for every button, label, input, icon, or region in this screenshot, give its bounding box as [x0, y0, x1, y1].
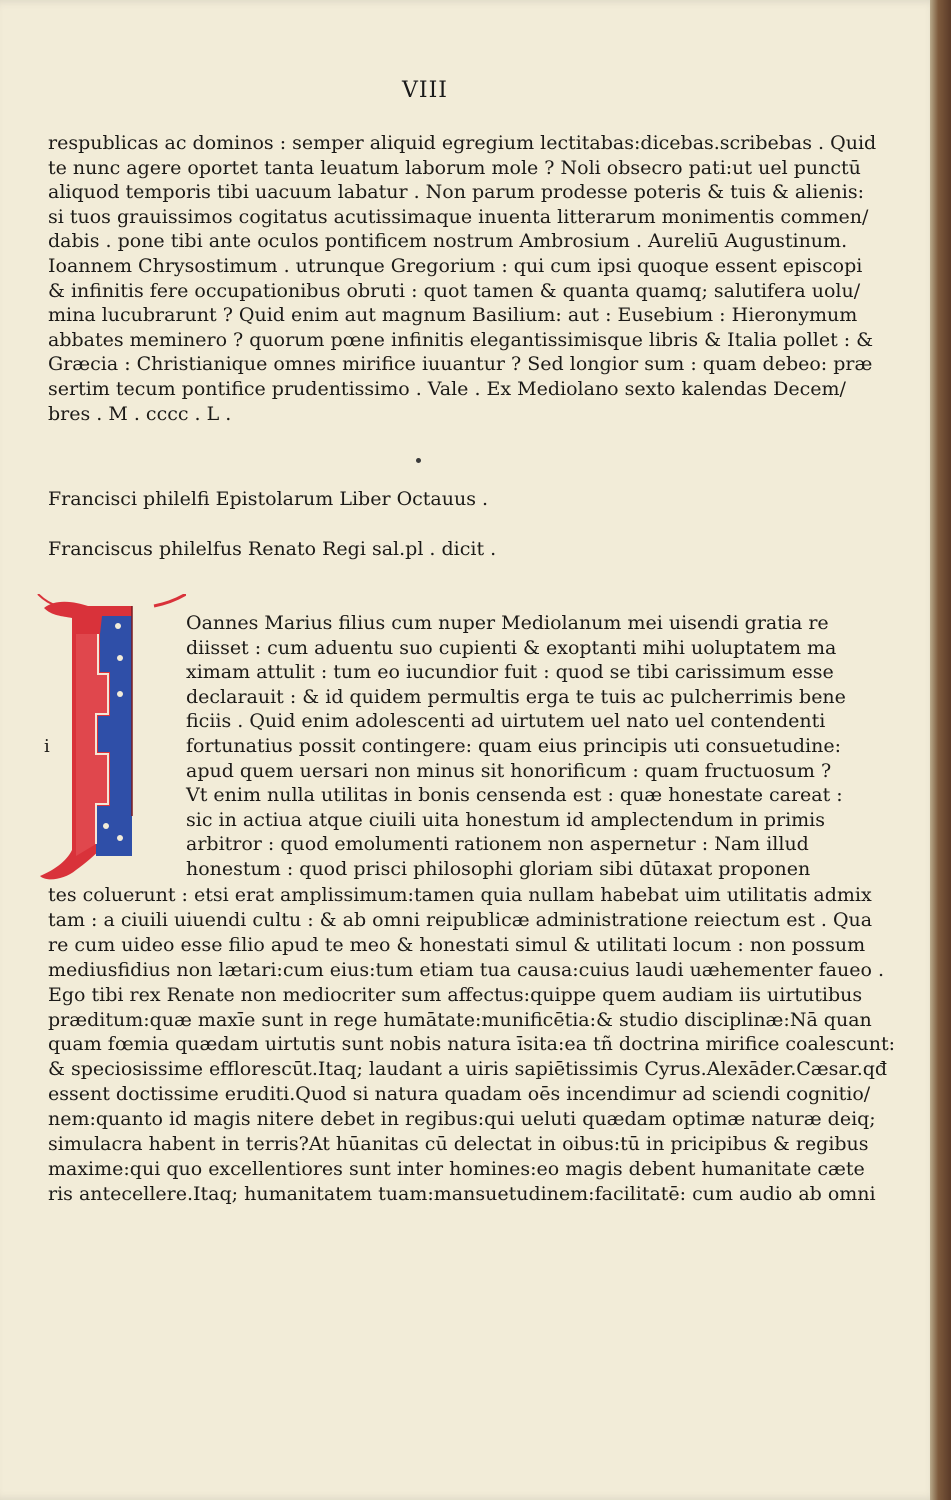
- text-line: dabis . pone tibi ante oculos pontificem nostrum Ambrosium . Aureliū Augustinum.: [48, 230, 848, 253]
- text-line: & infinitis fere occupationibus obruti : quot tamen & quanta quamq; salutifera uolu/: [48, 279, 861, 302]
- text-line: si tuos grauissimos cogitatus acutissimaque inuenta litterarum monimentis commen/: [48, 205, 869, 228]
- text-line: Græcia : Christianique omnes mirifice iuuantur ? Sed longior sum : quam debeo: præ: [48, 353, 873, 376]
- folio-number: VIII: [402, 78, 448, 103]
- text-line: bres . M . cccc . L .: [48, 402, 232, 425]
- text-line: sic in actiua atque ciuili uita honestum id amplectendum in primis: [186, 808, 826, 831]
- text-line: diisset : cum aduentu suo cupienti & exoptanti mihi uoluptatem ma: [186, 636, 837, 659]
- text-line: simulacra habent in terris?At hūanitas cū delectat in oibus:tū in pricipibus & regibus: [48, 1133, 869, 1155]
- salutation: Franciscus philelfus Renato Regi sal.pl . dicit .: [48, 538, 497, 560]
- margin-mark: i: [44, 736, 50, 757]
- text-line: fortunatius possit contingere: quam eius principis uti consuetudine:: [186, 735, 841, 757]
- text-line: essent doctissime eruditi.Quod si natura quadam oēs incendimur ad sciendi cognitio/: [48, 1083, 871, 1106]
- text-line: tes coluerunt : etsi erat amplissimum:tamen quia nullam habebat uim utilitatis admix: [48, 884, 872, 906]
- ornament-dot: [416, 458, 421, 463]
- illuminated-initial-i: [36, 594, 186, 884]
- text-line: ris antecellere.Itaq; humanitatem tuam:mansuetudinem:facilitatē: cum audio ab omni: [48, 1182, 876, 1205]
- text-line: & speciosissime efflorescūt.Itaq; laudant a uiris sapiētissimis Cyrus.Alexāder.Cæsar.qđ: [48, 1058, 888, 1081]
- text-line: nem:quanto id magis nitere debet in regibus:qui ueluti quædam optimæ naturæ deiq;: [48, 1108, 876, 1131]
- text-line: ximam attulit : tum eo iucundior fuit : quod se tibi carissimum esse: [186, 661, 834, 684]
- text-line: arbitror : quod emolumenti rationem non aspernetur : Nam illud: [186, 833, 809, 856]
- text-line: quam fœmia quædam uirtutis sunt nobis natura īsita:ea tñ doctrina mirifice coalescunt:: [48, 1033, 896, 1056]
- text-line: te nunc agere oportet tanta leuatum laborum mole ? Noli obsecro pati:ut uel punctū: [48, 156, 861, 179]
- text-line: re cum uideo esse filio apud te meo & honestati simul & utilitati locum : non possum: [48, 933, 866, 956]
- text-line: apud quem uersari non minus sit honorificum : quam fructuosum ?: [186, 759, 832, 782]
- text-line: abbates meminero ? quorum pœne infinitis elegantissimisque libris & Italia pollet : &: [48, 328, 874, 351]
- text-line: sertim tecum pontifice prudentissimo . Vale . Ex Mediolano sexto kalendas Decem/: [48, 378, 846, 400]
- text-line: præditum:quæ maxīe sunt in rege humātate:munificētia:& studio disciplinæ:Nā quan: [48, 1008, 872, 1031]
- text-line: Vt enim nulla utilitas in bonis censenda est : quæ honestate careat :: [186, 784, 843, 807]
- page-edge: [930, 0, 951, 1500]
- text-line: maxime:qui quo excellentiores sunt inter homines:eo magis debent humanitate cæte: [48, 1157, 865, 1180]
- text-line: mediusfidius non lætari:cum eius:tum etiam tua causa:cuius laudi uæhementer faueo .: [48, 958, 885, 981]
- text-line: declarauit : & id quidem permultis erga te tuis ac pulcherrimis bene: [186, 685, 846, 708]
- text-line: mina lucubrarunt ? Quid enim aut magnum Basilium: aut : Eusebium : Hieronymum: [48, 304, 858, 327]
- text-line: honestum : quod prisci philosophi gloriam sibi dūtaxat proponen: [186, 858, 811, 880]
- text-line: respublicas ac dominos : semper aliquid egregium lectitabas:dicebas.scribebas . Quid: [48, 132, 877, 154]
- text-line: tam : a ciuili uiuendi cultu : & ab omni reipublicæ administratione reiectum est . Qua: [48, 908, 873, 931]
- text-line: Ioannem Chrysostimum . utrunque Gregorium : qui cum ipsi quoque essent episcopi: [48, 255, 863, 277]
- book-title: Francisci philelfi Epistolarum Liber Octauus .: [48, 488, 489, 510]
- text-line: Oannes Marius filius cum nuper Mediolanum mei uisendi gratia re: [186, 612, 829, 634]
- text-line: ficiis . Quid enim adolescenti ad uirtutem uel nato uel contendenti: [186, 710, 826, 733]
- text-line: Ego tibi rex Renate non mediocriter sum affectus:quippe quem audiam iis uirtutibus: [48, 983, 863, 1006]
- text-line: aliquod temporis tibi uacuum labatur . Non parum prodesse poteris & tuis & alienis:: [48, 181, 865, 204]
